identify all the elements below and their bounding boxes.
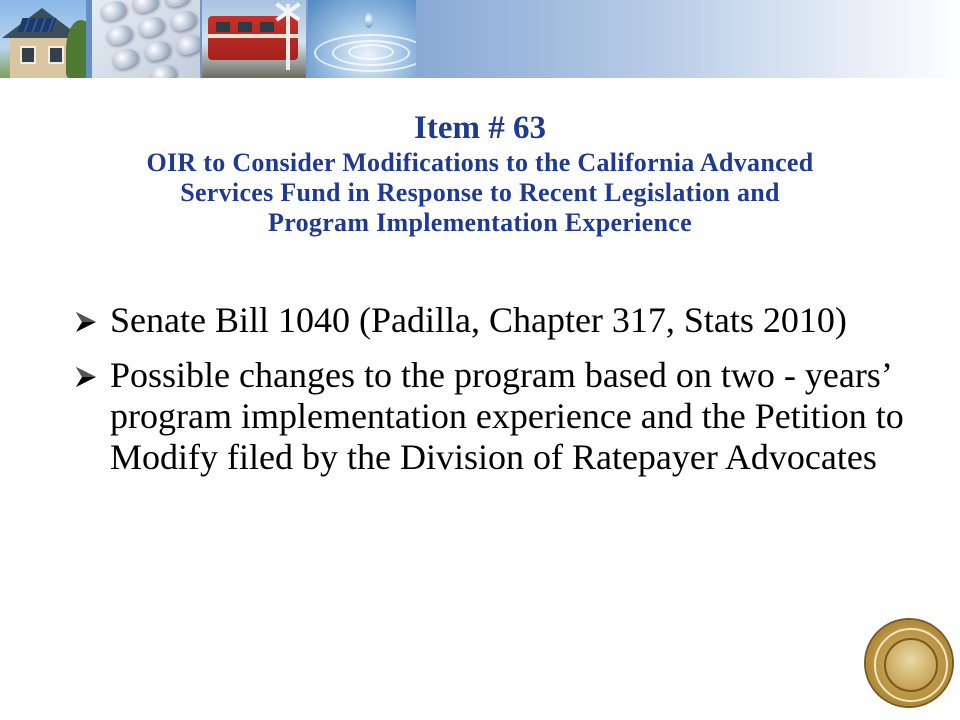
seal-emblem	[884, 638, 938, 692]
train-stripe	[208, 34, 298, 38]
water-drop-photo	[308, 0, 416, 78]
house-window	[20, 46, 36, 64]
keypad-key	[168, 8, 198, 33]
bullet-item	[70, 355, 910, 478]
keypad-key	[104, 22, 134, 47]
water-drop	[365, 12, 373, 28]
train-window	[216, 22, 230, 32]
house-window	[48, 46, 64, 64]
keypad-key	[162, 0, 192, 10]
bullet-text: Possible changes to the program based on two - years’ program implementation experience and the Petition to Modify filed by the Division of Ratepayer Advocates	[110, 355, 904, 477]
bullet-list	[70, 300, 910, 492]
water-ripple	[314, 34, 416, 72]
keypad-key	[142, 38, 172, 63]
train-window	[238, 22, 252, 32]
train-window	[260, 22, 274, 32]
header-banner	[0, 0, 960, 78]
subtitle-line: OIR to Consider Modifications to the California Advanced	[146, 148, 814, 177]
house-solar-photo	[0, 0, 86, 78]
slide-title	[0, 108, 960, 238]
commission-seal-logo	[866, 620, 952, 706]
subtitle-line: Program Implementation Experience	[268, 208, 692, 237]
keypad-key	[136, 14, 166, 39]
bullet-text: Senate Bill 1040 (Padilla, Chapter 317, Stats 2010)	[110, 300, 847, 340]
train-photo	[202, 0, 306, 78]
phone-keypad-photo	[92, 0, 200, 78]
keypad-key	[174, 32, 200, 57]
solar-panel	[17, 18, 56, 32]
keypad-key	[98, 0, 128, 24]
bullet-item	[70, 300, 910, 341]
arrowhead-bullet-icon	[74, 365, 98, 389]
keypad-key	[110, 46, 140, 71]
item-number-heading: Item # 63	[414, 110, 546, 146]
subtitle-line: Services Fund in Response to Recent Legislation and	[180, 178, 780, 207]
keypad-key	[130, 0, 160, 16]
arrowhead-bullet-icon	[74, 310, 98, 334]
tree	[66, 20, 86, 78]
keypad-key	[148, 62, 178, 78]
